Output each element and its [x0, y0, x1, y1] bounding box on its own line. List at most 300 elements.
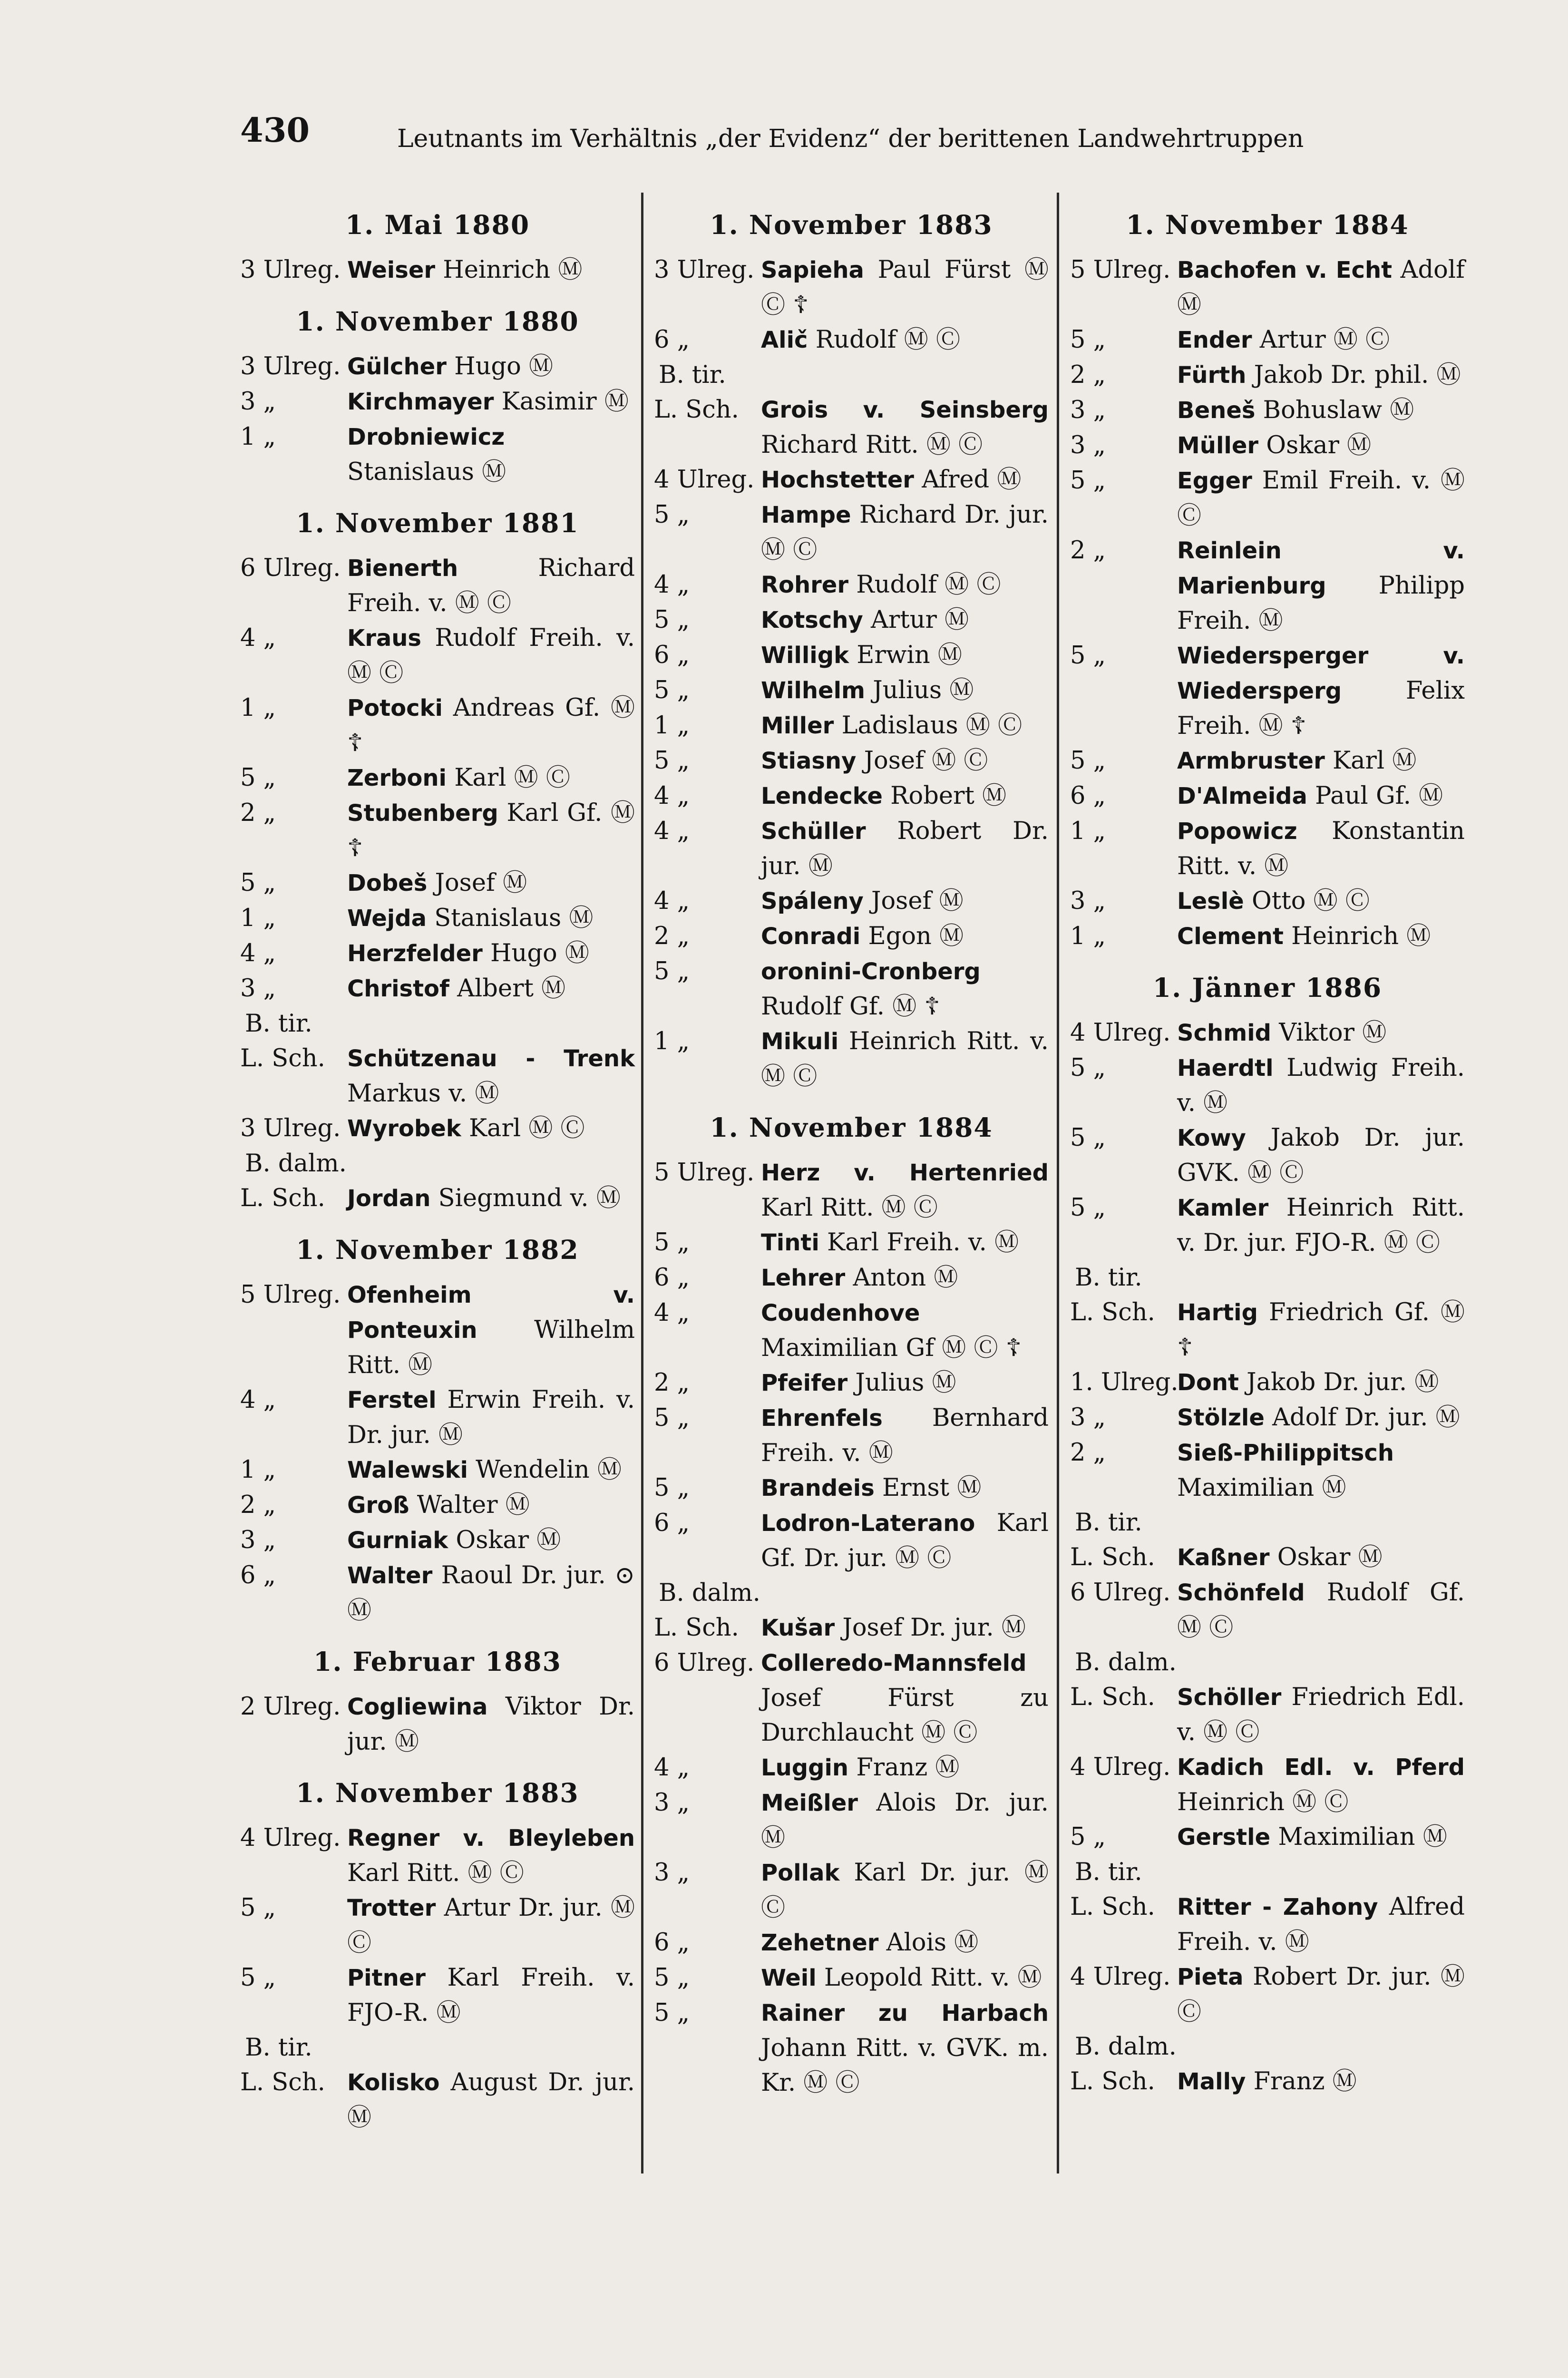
officer-text	[1177, 1680, 1465, 1750]
unit-label: B. tir.	[245, 1010, 312, 1038]
officer-entry	[654, 743, 1049, 779]
section-heading: 1. Februar 1883	[313, 1646, 562, 1677]
officer-text	[1177, 1051, 1465, 1121]
given-names-and-decorations: Alfred Freih. v. Ⓜ	[1177, 1893, 1465, 1956]
given-names-and-decorations: Oskar Ⓜ	[1266, 431, 1372, 459]
unit-number: L. Sch.	[1070, 1298, 1155, 1326]
officer-entry	[240, 971, 635, 1006]
given-names-and-decorations: Rudolf Ⓜ Ⓒ	[856, 571, 1001, 599]
surname: Gerstle	[1177, 1824, 1271, 1851]
unit-number: 1 „	[240, 694, 276, 722]
unit-number: 3 „	[654, 1859, 690, 1887]
unit-number: 4 Ulreg.	[240, 1824, 341, 1852]
officer-entry	[240, 1891, 635, 1960]
given-names-and-decorations: Adolf Dr. jur. Ⓜ	[1272, 1403, 1460, 1432]
surname: Clement	[1177, 923, 1284, 950]
surname: Kušar	[761, 1615, 835, 1641]
officer-entry	[654, 1471, 1049, 1506]
officer-entry	[1070, 779, 1465, 814]
surname: Conradi	[761, 923, 861, 950]
given-names-and-decorations: Maximilian Ⓜ	[1177, 1474, 1346, 1502]
surname: Reinlein v. Marienburg	[1177, 537, 1465, 599]
officer-entry	[1070, 884, 1465, 919]
officer-text	[1177, 1435, 1465, 1505]
given-names-and-decorations: Robert Ⓜ	[890, 782, 1007, 810]
officer-text	[761, 1365, 1049, 1401]
given-names-and-decorations: Franz Ⓜ	[1253, 2067, 1357, 2095]
officer-entry	[654, 1785, 1049, 1855]
given-names-and-decorations: Robert Dr. jur. Ⓜ	[761, 817, 1049, 880]
unit-number: 3 „	[240, 1526, 276, 1554]
given-names-and-decorations: Karl Ⓜ	[1333, 747, 1417, 775]
officer-entry	[654, 638, 1049, 673]
section-heading: 1. Mai 1880	[345, 209, 530, 240]
surname: Beneš	[1177, 397, 1256, 424]
officer-text	[347, 866, 635, 901]
surname: Schüller	[761, 818, 866, 845]
surname: Stubenberg	[347, 800, 498, 827]
officer-text	[1177, 322, 1465, 358]
officer-text	[761, 1225, 1049, 1260]
unit-number: 5 „	[1070, 1823, 1106, 1851]
given-names-and-decorations: Alois Ⓜ	[886, 1929, 979, 1957]
unit-number: 4 „	[654, 817, 690, 845]
unit-number: 4 „	[654, 782, 690, 810]
given-names-and-decorations: Heinrich Ritt. v. Ⓜ Ⓒ	[761, 1027, 1049, 1091]
unit-number: 3 „	[1070, 1403, 1106, 1432]
officer-text	[761, 1750, 1049, 1785]
surname: oronini-Cronberg	[761, 958, 981, 985]
surname: Stölzle	[1177, 1404, 1265, 1431]
unit-number: 6 Ulreg.	[1070, 1579, 1171, 1607]
surname: Gülcher	[347, 353, 447, 380]
unit-number: 6 „	[654, 1264, 690, 1292]
officer-text	[761, 392, 1049, 462]
officer-text	[1177, 253, 1465, 322]
unit-number: L. Sch.	[1070, 1893, 1155, 1921]
unit-number: 4 Ulreg.	[654, 466, 755, 494]
unit-number: 3 Ulreg.	[654, 256, 755, 284]
given-names-and-decorations: Karl Ⓜ Ⓒ	[454, 764, 570, 792]
given-names-and-decorations: Maximilian Ⓜ	[1278, 1823, 1447, 1851]
given-names-and-decorations: Markus v. Ⓜ	[347, 1080, 499, 1108]
given-names-and-decorations: Richard Dr. jur. Ⓜ Ⓒ	[761, 501, 1049, 564]
given-names-and-decorations: Karl Dr. jur. Ⓜ Ⓒ	[761, 1859, 1049, 1922]
officer-text	[347, 936, 635, 971]
given-names-and-decorations: Josef Dr. jur. Ⓜ	[842, 1614, 1026, 1642]
officer-text	[761, 814, 1049, 884]
surname: Groß	[347, 1492, 409, 1519]
surname: Herz v. Hertenried	[761, 1160, 1049, 1186]
officer-entry	[240, 1452, 635, 1488]
officer-text	[1177, 1890, 1465, 1959]
officer-text	[347, 1383, 635, 1452]
officer-entry	[1070, 1365, 1465, 1400]
section-heading: 1. Jänner 1886	[1152, 972, 1383, 1003]
unit-number: 6 „	[654, 1929, 690, 1957]
given-names-and-decorations: Franz Ⓜ	[856, 1754, 960, 1782]
officer-text	[347, 551, 635, 621]
officer-text	[1177, 1400, 1465, 1435]
officer-text	[347, 1488, 635, 1523]
unit-label: B. dalm.	[245, 1150, 347, 1178]
given-names-and-decorations: Oskar Ⓜ	[1277, 1543, 1383, 1571]
officer-entry	[654, 1024, 1049, 1094]
surname: Schöller	[1177, 1684, 1282, 1711]
officer-text	[761, 1960, 1049, 1996]
officer-entry	[654, 1996, 1049, 2100]
officer-text	[761, 1296, 1049, 1365]
surname: Müller	[1177, 432, 1259, 459]
given-names-and-decorations: Jakob Dr. phil. Ⓜ	[1254, 361, 1461, 389]
officer-text	[347, 691, 635, 760]
officer-entry	[1070, 428, 1465, 463]
unit-label: B. dalm.	[659, 1579, 760, 1607]
officer-text	[1177, 1820, 1465, 1855]
surname: Schmid	[1177, 1020, 1272, 1046]
surname: Pollak	[761, 1860, 840, 1886]
officer-text	[347, 419, 635, 489]
officer-entry	[654, 1155, 1049, 1225]
surname: Regner v. Bleyleben	[347, 1825, 635, 1852]
officer-entry	[1070, 533, 1465, 638]
unit-number: 3 „	[1070, 396, 1106, 424]
given-names-and-decorations: Siegmund v. Ⓜ	[438, 1184, 621, 1212]
officer-entry	[240, 419, 635, 489]
given-names-and-decorations: Rudolf Gf. Ⓜ ☦	[761, 993, 940, 1021]
surname: Schönfeld	[1177, 1579, 1305, 1606]
surname: Miller	[761, 712, 834, 739]
officer-text	[1177, 2064, 1465, 2099]
unit-number: 5 „	[240, 764, 276, 792]
unit-number: 6 „	[654, 641, 690, 669]
unit-number: 4 „	[654, 1299, 690, 1327]
surname: Rohrer	[761, 572, 849, 598]
surname: Ofenheim v. Ponteuxin	[347, 1282, 635, 1344]
surname: Drobniewicz	[347, 424, 505, 450]
given-names-and-decorations: Karl Gf. Ⓜ ☦	[347, 799, 635, 862]
officer-entry	[240, 1821, 635, 1891]
officer-entry	[1070, 1680, 1465, 1750]
unit-number: 5 „	[240, 1894, 276, 1922]
given-names-and-decorations: Ladislaus Ⓜ Ⓒ	[841, 711, 1023, 740]
surname: Popowicz	[1177, 818, 1297, 845]
officer-text	[1177, 1575, 1465, 1645]
officer-entry	[240, 1960, 635, 2030]
unit-number: 5 Ulreg.	[1070, 256, 1171, 284]
surname: Kolisko	[347, 2069, 440, 2096]
unit-number: 5 „	[1070, 642, 1106, 670]
surname: Rainer zu Harbach	[761, 2000, 1049, 2027]
given-names-and-decorations: Friedrich Gf. Ⓜ ☦	[1177, 1298, 1465, 1362]
unit-number: 5 „	[1070, 747, 1106, 775]
surname: Pfeifer	[761, 1370, 848, 1396]
officer-text	[761, 1996, 1049, 2100]
officer-entry	[240, 866, 635, 901]
running-title: Leutnants im Verhältnis „der Evidenz“ der berittenen Landwehrtruppen	[397, 125, 1304, 153]
unit-number: 5 „	[654, 1404, 690, 1432]
given-names-and-decorations: Egon Ⓜ	[868, 922, 964, 950]
column-3	[1070, 209, 1465, 2178]
unit-number: 5 „	[654, 1964, 690, 1992]
surname: Potocki	[347, 695, 443, 721]
officer-entry	[240, 253, 635, 288]
section-heading: 1. November 1884	[710, 1112, 993, 1143]
officer-text	[1177, 743, 1465, 779]
section-heading: 1. November 1881	[296, 507, 579, 538]
unit-number: L. Sch.	[240, 1044, 325, 1072]
given-names-and-decorations: Philipp Freih. Ⓜ	[1177, 572, 1465, 635]
unit-number: L. Sch.	[1070, 2067, 1155, 2095]
surname: Zerboni	[347, 765, 447, 791]
officer-entry	[240, 349, 635, 384]
officer-text	[347, 2065, 635, 2135]
given-names-and-decorations: Karl Ritt. Ⓜ Ⓒ	[761, 1194, 938, 1222]
officer-entry	[654, 1260, 1049, 1296]
officer-text	[761, 884, 1049, 919]
officer-entry	[1070, 463, 1465, 533]
officer-entry	[1070, 814, 1465, 884]
unit-number: 5 „	[240, 1964, 276, 1992]
given-names-and-decorations: Paul Gf. Ⓜ	[1315, 782, 1443, 810]
officer-text	[1177, 814, 1465, 884]
unit-number: 4 Ulreg.	[1070, 1019, 1171, 1047]
officer-text	[1177, 1121, 1465, 1190]
officer-text	[761, 779, 1049, 814]
unit-number: 5 „	[1070, 467, 1106, 495]
officer-text	[761, 1155, 1049, 1225]
officer-entry	[1070, 1750, 1465, 1820]
officer-entry	[654, 1365, 1049, 1401]
officer-entry	[1070, 322, 1465, 358]
surname: Gurniak	[347, 1527, 448, 1554]
officer-entry	[240, 1181, 635, 1216]
surname: Jordan	[347, 1185, 431, 1212]
unit-number: 5 „	[654, 957, 690, 985]
surname: Alič	[761, 327, 808, 353]
given-names-and-decorations: Hugo Ⓜ	[454, 352, 553, 380]
officer-entry	[240, 621, 635, 691]
officer-text	[761, 462, 1049, 497]
officer-text	[1177, 1015, 1465, 1051]
officer-text	[347, 971, 635, 1006]
officer-text	[347, 1111, 635, 1146]
officer-text	[761, 1646, 1049, 1750]
surname: Herzfelder	[347, 940, 483, 967]
unit-number: 6 „	[1070, 782, 1106, 810]
section-heading: 1. November 1880	[296, 306, 579, 337]
officer-entry	[654, 392, 1049, 462]
given-names-and-decorations: Bernhard Freih. v. Ⓜ	[761, 1404, 1049, 1467]
surname: Pieta	[1177, 1964, 1244, 1990]
unit-number: 6 „	[240, 1561, 276, 1589]
officer-entry	[1070, 1400, 1465, 1435]
given-names-and-decorations: Paul Fürst Ⓜ Ⓒ ☦	[761, 256, 1049, 319]
officer-entry	[1070, 1295, 1465, 1365]
unit-number: 5 „	[654, 1228, 690, 1257]
unit-number: 4 „	[654, 887, 690, 915]
unit-number: 5 Ulreg.	[240, 1281, 341, 1309]
officer-text	[761, 954, 1049, 1024]
unit-number: L. Sch.	[654, 396, 739, 424]
officer-text	[761, 253, 1049, 322]
officer-entry	[240, 901, 635, 936]
given-names-and-decorations: Jakob Dr. jur. Ⓜ	[1247, 1368, 1439, 1396]
given-names-and-decorations: Richard Ritt. Ⓜ Ⓒ	[761, 431, 983, 459]
officer-entry	[654, 1401, 1049, 1471]
given-names-and-decorations: Kasimir Ⓜ	[501, 388, 629, 416]
officer-text	[347, 621, 635, 691]
officer-text	[1177, 1295, 1465, 1365]
officer-entry	[1070, 1051, 1465, 1121]
unit-number: 1 „	[654, 1027, 690, 1055]
officer-entry	[240, 691, 635, 760]
officer-entry	[1070, 1540, 1465, 1575]
given-names-and-decorations: Rudolf Gf. Ⓜ Ⓒ	[1177, 1579, 1465, 1642]
officer-entry	[1070, 1820, 1465, 1855]
given-names-and-decorations: Wilhelm Ritt. Ⓜ	[347, 1316, 635, 1379]
given-names-and-decorations: Heinrich Ⓜ	[1291, 922, 1431, 950]
officer-entry	[654, 1506, 1049, 1576]
unit-label: B. dalm.	[1075, 2033, 1177, 2061]
given-names-and-decorations: Artur Dr. jur. Ⓜ Ⓒ	[347, 1894, 635, 1957]
given-names-and-decorations: Konstantin Ritt. v. Ⓜ	[1177, 817, 1465, 880]
given-names-and-decorations: Ludwig Freih. v. Ⓜ	[1177, 1054, 1465, 1117]
officer-entry	[1070, 638, 1465, 743]
given-names-and-decorations: Viktor Ⓜ	[1279, 1019, 1387, 1047]
unit-number: L. Sch.	[1070, 1683, 1155, 1711]
officer-text	[347, 1891, 635, 1960]
surname: Ender	[1177, 327, 1252, 353]
given-names-and-decorations: Robert Dr. jur. Ⓜ Ⓒ	[1177, 1963, 1465, 2026]
officer-entry	[240, 1523, 635, 1558]
officer-entry	[654, 322, 1049, 358]
given-names-and-decorations: Leopold Ritt. v. Ⓜ	[824, 1964, 1042, 1992]
given-names-and-decorations: Viktor Dr. jur. Ⓜ	[347, 1693, 635, 1756]
officer-text	[1177, 1750, 1465, 1820]
unit-number: 5 Ulreg.	[654, 1159, 755, 1187]
unit-label: B. dalm.	[1075, 1648, 1177, 1676]
section-heading: 1. November 1884	[1126, 209, 1409, 240]
unit-number: 2 „	[1070, 361, 1106, 389]
surname: Tinti	[761, 1229, 819, 1256]
unit-number: 3 „	[1070, 431, 1106, 459]
unit-number: 4 Ulreg.	[1070, 1753, 1171, 1781]
officer-text	[347, 1558, 635, 1628]
unit-number: 4 „	[654, 1754, 690, 1782]
surname: Kamler	[1177, 1195, 1269, 1221]
officer-entry	[240, 760, 635, 796]
surname: Wejda	[347, 905, 427, 932]
officer-entry	[1070, 1959, 1465, 2029]
unit-number: 4 „	[240, 939, 276, 967]
officer-text	[761, 1610, 1049, 1646]
officer-entry	[240, 1383, 635, 1452]
given-names-and-decorations: Emil Freih. v. Ⓜ Ⓒ	[1177, 467, 1465, 530]
surname: Wiedersperger v. Wiedersperg	[1177, 643, 1465, 704]
surname: Lendecke	[761, 783, 883, 809]
officer-text	[761, 1401, 1049, 1471]
unit-number: 3 „	[1070, 887, 1106, 915]
officer-text	[1177, 1365, 1465, 1400]
officer-text	[1177, 884, 1465, 919]
surname: Grois v. Seinsberg	[761, 397, 1049, 423]
surname: Zehetner	[761, 1930, 879, 1956]
given-names-and-decorations: Hugo Ⓜ	[490, 939, 589, 967]
officer-entry	[654, 1960, 1049, 1996]
officer-text	[761, 603, 1049, 638]
unit-number: 3 Ulreg.	[240, 1114, 341, 1142]
officer-entry	[654, 708, 1049, 743]
officer-entry	[654, 1646, 1049, 1750]
given-names-and-decorations: Erwin Ⓜ	[857, 641, 962, 669]
unit-number: 5 „	[1070, 1194, 1106, 1222]
given-names-and-decorations: Karl Ⓜ Ⓒ	[468, 1114, 585, 1142]
given-names-and-decorations: Heinrich Ⓜ	[443, 256, 583, 284]
section-heading: 1. November 1882	[296, 1234, 579, 1265]
surname: Egger	[1177, 468, 1252, 494]
officer-text	[347, 1689, 635, 1759]
column-rule	[641, 193, 643, 2173]
unit-label: B. tir.	[659, 361, 726, 389]
unit-number: 4 „	[240, 1386, 276, 1414]
unit-number: 5 „	[1070, 1054, 1106, 1082]
officer-entry	[1070, 1015, 1465, 1051]
unit-number: L. Sch.	[240, 1184, 325, 1212]
unit-number: 1 „	[1070, 817, 1106, 845]
officer-entry	[654, 497, 1049, 567]
surname: Ferstel	[347, 1387, 437, 1413]
officer-text	[347, 253, 635, 288]
officer-text	[761, 1925, 1049, 1960]
surname: Pitner	[347, 1965, 426, 1991]
given-names-and-decorations: Josef Fürst zu Durchlaucht Ⓜ Ⓒ	[761, 1684, 1049, 1747]
surname: Sieß-Philippitsch	[1177, 1440, 1394, 1466]
unit-number: 6 Ulreg.	[240, 554, 341, 582]
surname: Cogliewina	[347, 1694, 488, 1720]
officer-entry	[654, 1610, 1049, 1646]
officer-entry	[654, 884, 1049, 919]
surname: Meißler	[761, 1790, 858, 1816]
officer-entry	[1070, 393, 1465, 428]
officer-entry	[654, 673, 1049, 708]
given-names-and-decorations: Karl Freih. v. FJO-R. Ⓜ	[347, 1964, 635, 2027]
officer-text	[761, 1855, 1049, 1925]
unit-number: 2 „	[240, 1491, 276, 1519]
given-names-and-decorations: Stanislaus Ⓜ	[347, 458, 506, 486]
given-names-and-decorations: Josef Ⓜ Ⓒ	[864, 747, 988, 775]
column-rule	[1057, 193, 1059, 2173]
surname: Lehrer	[761, 1265, 846, 1291]
officer-text	[1177, 393, 1465, 428]
surname: Coudenhove	[761, 1300, 920, 1326]
officer-text	[1177, 428, 1465, 463]
given-names-and-decorations: Walter Ⓜ	[417, 1491, 530, 1519]
officer-text	[761, 673, 1049, 708]
officer-entry	[654, 1296, 1049, 1365]
unit-number: 5 „	[654, 1474, 690, 1502]
officer-entry	[1070, 1890, 1465, 1959]
officer-entry	[240, 1689, 635, 1759]
officer-text	[761, 1506, 1049, 1576]
given-names-and-decorations: Josef Ⓜ	[871, 887, 964, 915]
surname: Stiasny	[761, 748, 857, 774]
officer-text	[347, 1821, 635, 1891]
officer-entry	[654, 1855, 1049, 1925]
given-names-and-decorations: Alois Dr. jur. Ⓜ	[761, 1789, 1049, 1852]
officer-entry	[654, 603, 1049, 638]
officer-text	[761, 1785, 1049, 1855]
